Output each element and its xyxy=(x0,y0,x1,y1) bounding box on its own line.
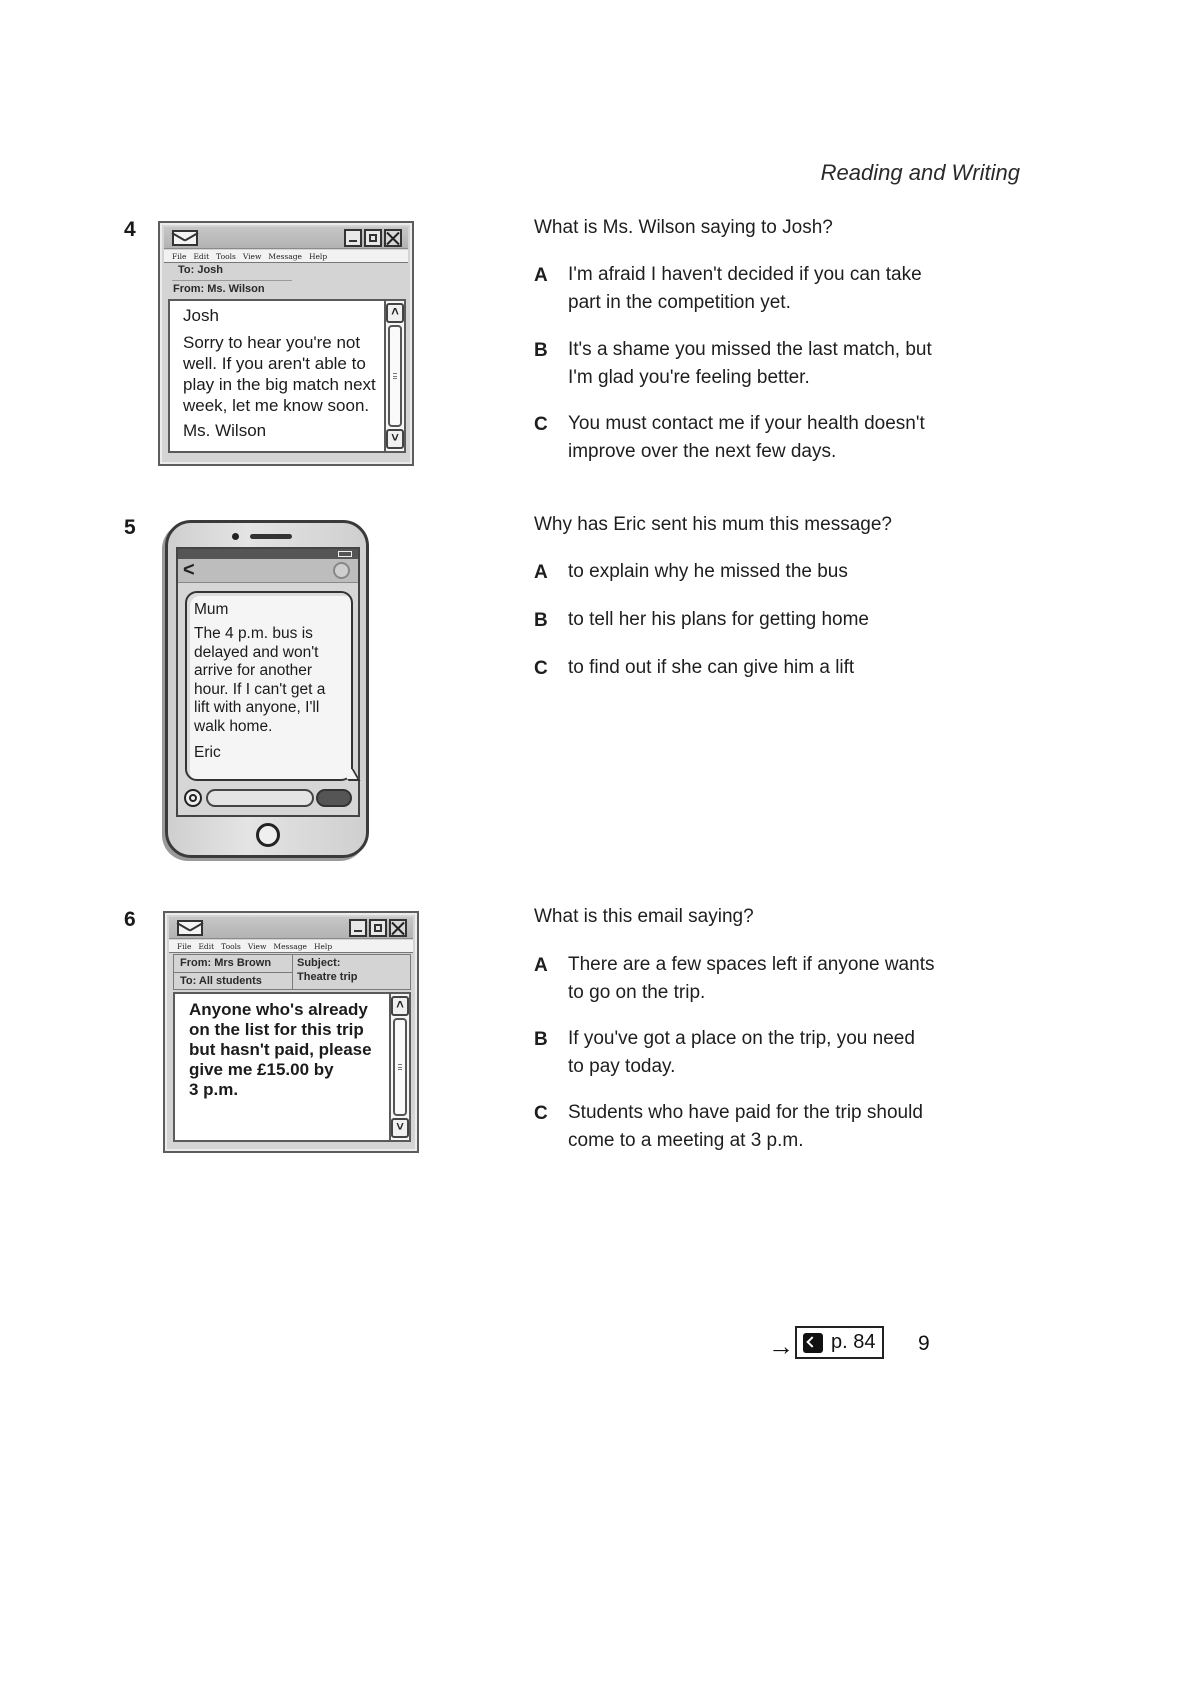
option-c[interactable] xyxy=(568,1099,948,1155)
speaker-icon xyxy=(250,534,292,539)
message-line: well. If you aren't able to xyxy=(183,354,366,373)
message-bubble xyxy=(185,591,353,781)
scrollbar-thumb[interactable] xyxy=(388,325,402,427)
maximize-icon[interactable] xyxy=(369,919,387,937)
option-b[interactable] xyxy=(568,1025,948,1081)
email-subject: Theatre trip xyxy=(297,971,358,983)
divider xyxy=(172,280,292,281)
page-reference-text: p. 84 xyxy=(831,1331,876,1353)
message-line: Anyone who's already xyxy=(189,1000,368,1019)
option-letter: A xyxy=(534,265,548,286)
message-line: walk home. xyxy=(194,717,273,735)
minimize-icon[interactable] xyxy=(349,919,367,937)
chevron-down-icon[interactable]: ˅ xyxy=(391,1118,409,1138)
envelope-icon xyxy=(177,920,203,936)
menu-view[interactable]: View xyxy=(247,942,267,951)
menu-message[interactable]: Message xyxy=(268,252,302,261)
message-line: hour. If I can't get a xyxy=(194,680,326,698)
option-letter: A xyxy=(534,955,548,976)
status-bar xyxy=(178,549,358,559)
menu-help[interactable]: Help xyxy=(313,942,333,951)
message-signature: Eric xyxy=(194,744,221,761)
option-line: Students who have paid for the trip should xyxy=(568,1102,923,1123)
contact-icon[interactable] xyxy=(333,562,350,579)
email-window-6 xyxy=(163,911,419,1153)
option-line: improve over the next few days. xyxy=(568,441,837,462)
option-a[interactable] xyxy=(568,951,948,1007)
phone-screen xyxy=(176,547,360,817)
option-line: to tell her his plans for getting home xyxy=(568,609,870,630)
scrollbar[interactable] xyxy=(384,301,404,451)
menu-help[interactable]: Help xyxy=(308,252,328,261)
email-to: To: Josh xyxy=(178,264,224,276)
option-line: I'm glad you're feeling better. xyxy=(568,367,810,388)
divider xyxy=(174,972,292,973)
message-greeting: Josh xyxy=(183,306,219,325)
menu-bar xyxy=(169,940,413,953)
close-icon[interactable] xyxy=(389,919,407,937)
message-line: play in the big match next xyxy=(183,375,376,394)
message-line: Sorry to hear you're not xyxy=(183,333,361,352)
question-number-5: 5 xyxy=(124,516,136,539)
option-line: I'm afraid I haven't decided if you can take xyxy=(568,264,922,285)
option-b[interactable] xyxy=(568,606,948,634)
option-letter: C xyxy=(534,1103,548,1124)
chevron-up-icon[interactable]: ˄ xyxy=(386,303,404,323)
question-prompt-5: Why has Eric sent his mum this message? xyxy=(534,514,892,535)
option-c[interactable] xyxy=(568,410,948,466)
email-from: From: Ms. Wilson xyxy=(173,283,265,295)
question-prompt-4: What is Ms. Wilson saying to Josh? xyxy=(534,217,833,238)
envelope-icon xyxy=(172,230,198,246)
option-letter: A xyxy=(534,562,548,583)
message-line: on the list for this trip xyxy=(189,1020,364,1039)
chevron-down-icon[interactable]: ˅ xyxy=(386,429,404,449)
message-input-row xyxy=(182,786,354,810)
message-line: The 4 p.m. bus is xyxy=(194,625,313,642)
email-from: From: Mrs Brown xyxy=(180,957,272,969)
menu-file[interactable]: File xyxy=(172,252,187,261)
scrollbar-thumb[interactable] xyxy=(393,1018,407,1116)
section-title: Reading and Writing xyxy=(820,160,1020,185)
option-letter: B xyxy=(534,340,548,361)
message-signature: Ms. Wilson xyxy=(183,421,267,440)
divider xyxy=(292,955,293,989)
back-icon[interactable]: < xyxy=(183,559,195,581)
email-window-4 xyxy=(158,221,414,466)
option-line: to explain why he missed the bus xyxy=(568,561,848,582)
option-line: It's a shame you missed the last match, but xyxy=(568,339,932,360)
email-subject-label: Subject: xyxy=(297,957,341,969)
message-greeting: Mum xyxy=(194,601,229,618)
arrow-right-icon: → xyxy=(768,1331,794,1361)
message-line: lift with anyone, I'll xyxy=(194,699,320,716)
page-reference[interactable] xyxy=(795,1326,884,1359)
email-header xyxy=(173,954,411,990)
email-to: To: All students xyxy=(180,975,262,987)
message-line: arrive for another xyxy=(194,662,313,679)
option-b[interactable] xyxy=(568,336,948,392)
message-body xyxy=(173,992,411,1142)
page-number: 9 xyxy=(918,1332,930,1355)
question-prompt-6: What is this email saying? xyxy=(534,906,754,927)
message-body xyxy=(168,299,406,453)
battery-icon xyxy=(338,551,352,557)
menu-edit[interactable]: Edit xyxy=(198,942,215,951)
send-button[interactable] xyxy=(316,789,352,807)
nav-bar xyxy=(178,559,358,583)
question-number-4: 4 xyxy=(124,218,136,241)
message-line: but hasn't paid, please xyxy=(189,1040,372,1059)
message-line: give me £15.00 by xyxy=(189,1060,334,1079)
book-icon xyxy=(803,1333,823,1353)
window-titlebar xyxy=(164,227,408,249)
close-icon[interactable] xyxy=(384,229,402,247)
option-letter: C xyxy=(534,414,548,435)
option-line: to go on the trip. xyxy=(568,982,706,1003)
option-line: to pay today. xyxy=(568,1056,676,1077)
option-line: part in the competition yet. xyxy=(568,292,791,313)
option-c[interactable] xyxy=(568,654,948,682)
message-line: 3 p.m. xyxy=(189,1080,239,1099)
question-number-6: 6 xyxy=(124,908,136,931)
menu-view[interactable]: View xyxy=(242,252,262,261)
option-a[interactable] xyxy=(568,261,948,317)
chevron-up-icon[interactable]: ˄ xyxy=(391,996,409,1016)
option-line: come to a meeting at 3 p.m. xyxy=(568,1130,804,1151)
phone-illustration xyxy=(165,520,369,858)
option-a[interactable] xyxy=(568,558,948,586)
camera-icon xyxy=(232,533,239,540)
menu-message[interactable]: Message xyxy=(273,942,307,951)
window-titlebar xyxy=(169,917,413,939)
minimize-icon[interactable] xyxy=(344,229,362,247)
option-letter: B xyxy=(534,610,548,631)
option-letter: B xyxy=(534,1029,548,1050)
menu-bar xyxy=(164,250,408,263)
home-button[interactable] xyxy=(256,823,280,847)
option-line: You must contact me if your health doesn't xyxy=(568,413,925,434)
menu-edit[interactable]: Edit xyxy=(193,252,210,261)
maximize-icon[interactable] xyxy=(364,229,382,247)
message-line: delayed and won't xyxy=(194,643,319,661)
scrollbar[interactable] xyxy=(389,994,409,1140)
menu-tools[interactable]: Tools xyxy=(221,942,241,951)
option-line: There are a few spaces left if anyone wants xyxy=(568,954,935,975)
option-line: If you've got a place on the trip, you need xyxy=(568,1028,915,1049)
message-line: week, let me know soon. xyxy=(183,396,370,415)
message-input[interactable] xyxy=(206,789,314,807)
menu-file[interactable]: File xyxy=(177,942,192,951)
option-letter: C xyxy=(534,658,548,679)
camera-button-icon[interactable] xyxy=(184,789,202,807)
menu-tools[interactable]: Tools xyxy=(216,252,236,261)
option-line: to find out if she can give him a lift xyxy=(568,657,855,678)
